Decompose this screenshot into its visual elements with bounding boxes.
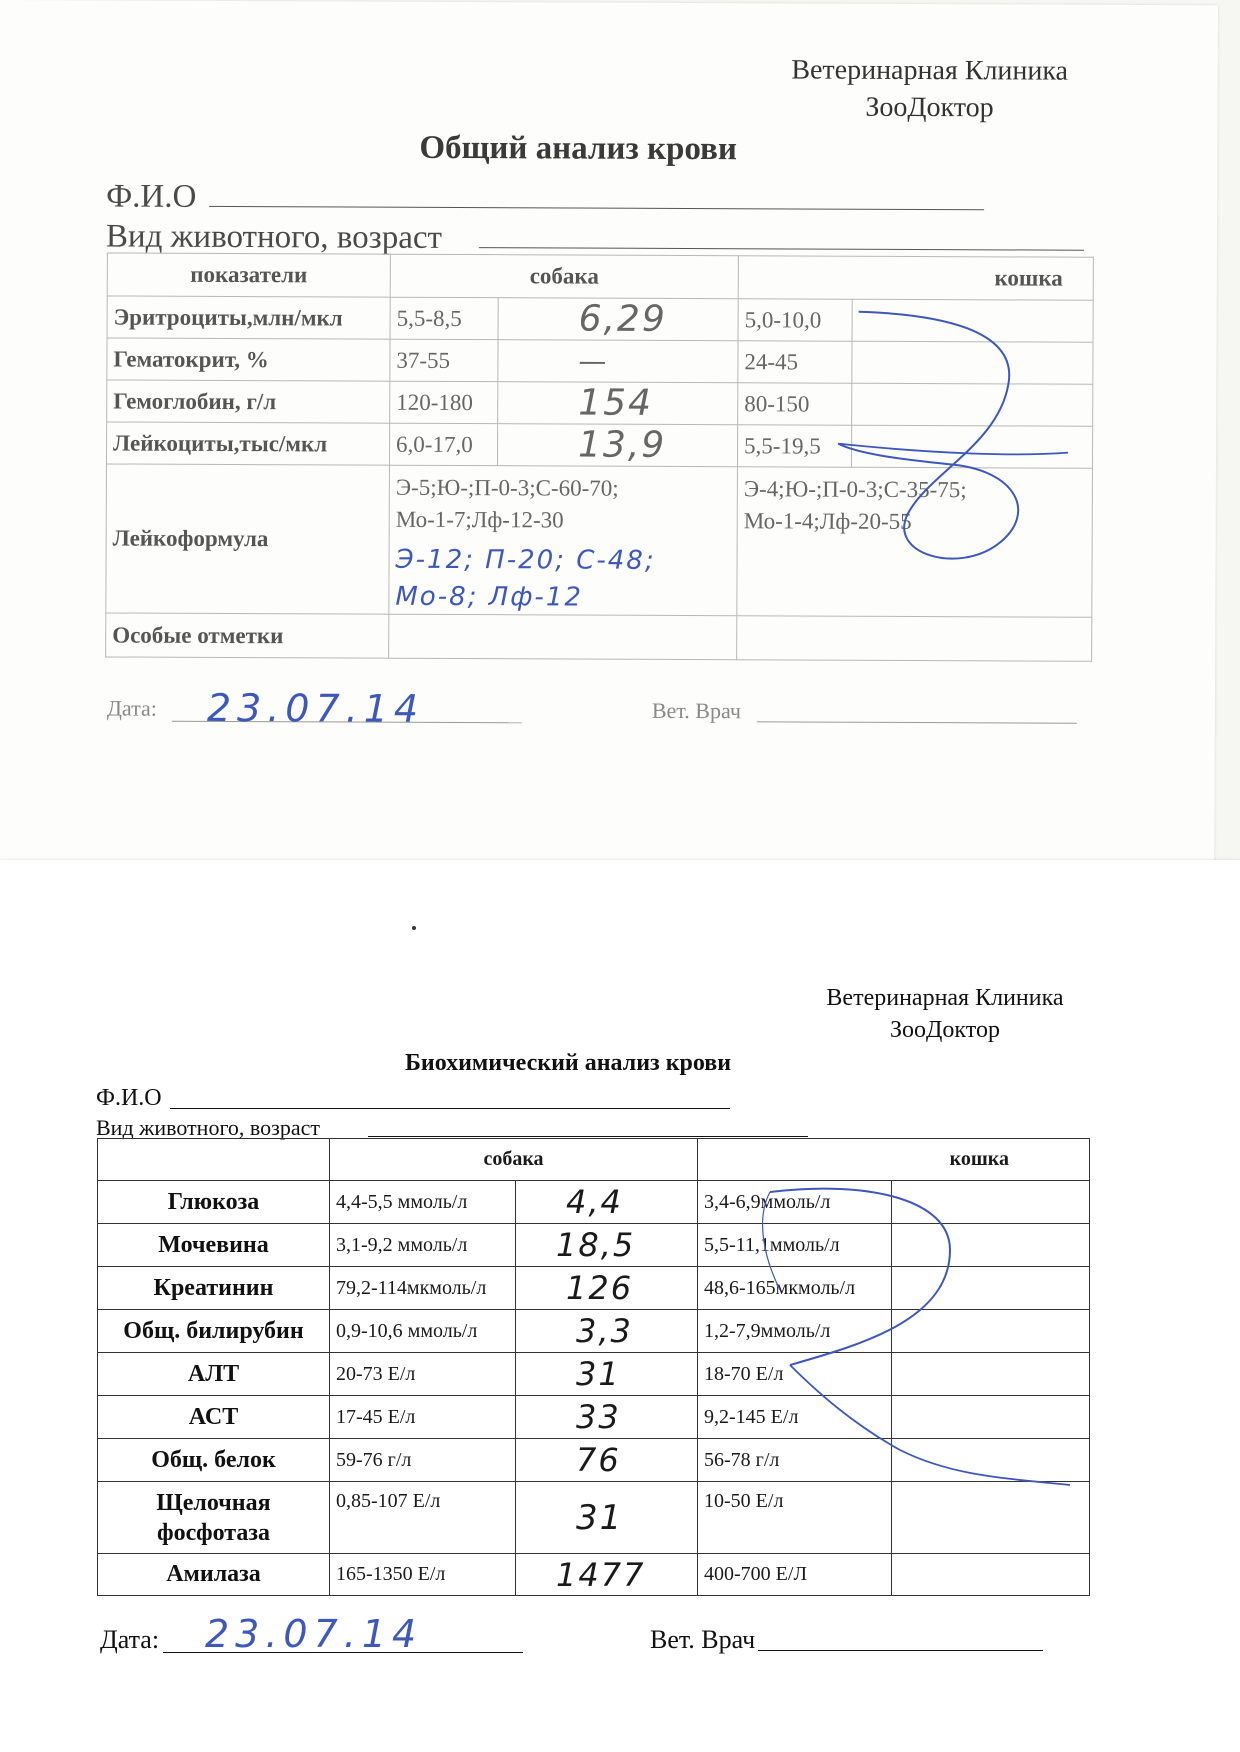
special-notes-dog[interactable] — [389, 614, 737, 660]
special-notes-cat[interactable] — [737, 616, 1092, 662]
ink-dot — [412, 926, 416, 930]
dog-norm: 4,4-5,5 ммоль/л — [330, 1181, 516, 1224]
special-notes-row — [106, 613, 1092, 661]
clinic-name-bottom — [810, 982, 1080, 1046]
dog-value[interactable]: — — [498, 340, 738, 383]
dog-norm: 37-55 — [390, 339, 498, 381]
dog-value-line2[interactable]: Мо-8; Лф-12 — [395, 581, 584, 613]
clinic-line2: ЗооДоктор — [890, 1017, 1000, 1043]
dog-value[interactable]: 1477 — [516, 1554, 698, 1596]
species-age-line[interactable] — [368, 1136, 808, 1137]
row-label: Глюкоза — [98, 1181, 330, 1224]
page-title-biochem: Биохимический анализ крови — [405, 1050, 732, 1076]
date-label: Дата: — [106, 695, 157, 721]
dog-value[interactable]: 3,3 — [516, 1310, 698, 1353]
species-age-line[interactable] — [479, 247, 1084, 251]
row-label: Гематокрит, % — [107, 338, 390, 381]
dog-norm: 0,85-107 Е/л — [330, 1482, 516, 1554]
bottom-form-sheet — [0, 860, 1240, 1752]
clinic-name-top — [759, 51, 1099, 126]
fio-label: Ф.И.О — [106, 178, 197, 215]
cat-norm: 24-45 — [738, 341, 852, 383]
row-label — [98, 1482, 330, 1554]
dog-norm: 6,0-17,0 — [389, 423, 497, 465]
date-value[interactable]: 23.07.14 — [205, 1612, 423, 1656]
cat-norm-line2: Мо-1-4;Лф-20-55 — [743, 508, 912, 534]
row-label: Лейкоформула — [106, 464, 390, 614]
dog-norm: 59-76 г/л — [330, 1439, 516, 1482]
vet-label: Вет. Врач — [651, 697, 741, 724]
dog-value[interactable]: 31 — [516, 1353, 698, 1396]
row-label: Особые отметки — [106, 613, 389, 658]
header-indicators: показатели — [107, 253, 390, 297]
dog-norm: 3,1-9,2 ммоль/л — [330, 1224, 516, 1267]
dog-value[interactable]: 76 — [516, 1439, 698, 1482]
row-label: Мочевина — [98, 1224, 330, 1267]
row-label: Креатинин — [98, 1267, 330, 1310]
cat-norm: 1,2-7,9ммоль/л — [698, 1310, 892, 1353]
cat-norm: 56-78 г/л — [698, 1439, 892, 1482]
dog-value[interactable]: 18,5 — [516, 1224, 698, 1267]
dog-value[interactable]: 33 — [516, 1396, 698, 1439]
vet-signature-line[interactable] — [757, 721, 1077, 723]
cat-norm-line1: Э-4;Ю-;П-0-3;С-35-75; — [743, 476, 967, 503]
fio-line[interactable] — [170, 1108, 730, 1109]
date-label: Дата: — [100, 1625, 160, 1654]
dog-value[interactable]: 4,4 — [516, 1181, 698, 1224]
row-label-line1: Щелочная — [156, 1489, 271, 1516]
row-label: Гемоглобин, г/л — [107, 380, 390, 423]
cat-norm: 5,5-11,1ммоль/л — [698, 1224, 892, 1267]
table-row — [98, 1554, 1090, 1596]
vet-signature-line[interactable] — [758, 1650, 1043, 1651]
header-cat: кошка — [738, 256, 1093, 301]
dog-norm: 165-1350 Е/л — [330, 1554, 516, 1596]
leuko-dog-cell — [389, 465, 738, 616]
cat-value[interactable] — [892, 1554, 1090, 1596]
row-label: Эритроциты,млн/мкл — [107, 296, 390, 339]
row-label: Лейкоциты,тыс/мкл — [106, 422, 389, 465]
top-form-sheet — [0, 0, 1218, 865]
cat-norm: 48,6-165мкмоль/л — [698, 1267, 892, 1310]
dog-norm: 17-45 Е/л — [330, 1396, 516, 1439]
cat-norm: 80-150 — [738, 383, 852, 425]
vet-label: Вет. Врач — [650, 1625, 756, 1654]
date-value[interactable]: 23.07.14 — [206, 685, 425, 731]
dog-norm-line2: Мо-1-7;Лф-12-30 — [395, 506, 564, 533]
cat-norm: 3,4-6,9ммоль/л — [698, 1181, 892, 1224]
clinic-line1: Ветеринарная Клиника — [791, 54, 1069, 87]
row-label: Общ. белок — [98, 1439, 330, 1482]
species-age-label: Вид животного, возраст — [105, 218, 443, 256]
cat-norm: 10-50 Е/л — [698, 1482, 892, 1554]
cat-norm: 9,2-145 Е/л — [698, 1396, 892, 1439]
dog-norm: 0,9-10,6 ммоль/л — [330, 1310, 516, 1353]
fio-line[interactable] — [209, 206, 984, 210]
dog-norm: 5,5-8,5 — [390, 297, 498, 339]
page-title-cbc: Общий анализ крови — [419, 129, 737, 168]
clinic-line1: Ветеринарная Клиника — [826, 985, 1064, 1011]
dog-norm: 79,2-114мкмоль/л — [330, 1267, 516, 1310]
dog-value[interactable]: 6,29 — [498, 298, 738, 341]
dog-value[interactable]: 154 — [498, 382, 738, 425]
row-label: Амилаза — [98, 1554, 330, 1596]
dog-value-line1[interactable]: Э-12; П-20; С-48; — [395, 544, 656, 576]
row-label: АСТ — [98, 1396, 330, 1439]
biochem-header-row — [98, 1139, 1090, 1181]
header-cat: кошка — [698, 1139, 1090, 1181]
row-label: Общ. билирубин — [98, 1310, 330, 1353]
dog-norm: 120-180 — [390, 381, 498, 423]
dog-value[interactable]: 126 — [516, 1267, 698, 1310]
fio-label: Ф.И.О — [96, 1085, 162, 1111]
header-empty — [98, 1139, 330, 1181]
cat-norm: 400-700 Е/Л — [698, 1554, 892, 1596]
row-label-line2: фосфотаза — [157, 1519, 270, 1546]
header-dog: собака — [390, 254, 738, 299]
dog-norm-line1: Э-5;Ю-;П-0-3;С-60-70; — [395, 474, 619, 501]
row-label: АЛТ — [98, 1353, 330, 1396]
dog-value[interactable]: 13,9 — [497, 424, 737, 467]
cat-column-strike-scribble — [760, 1180, 1090, 1500]
header-dog: собака — [330, 1139, 698, 1181]
clinic-line2: ЗооДоктор — [865, 91, 994, 124]
dog-norm: 20-73 Е/л — [330, 1353, 516, 1396]
cat-norm: 5,0-10,0 — [738, 299, 852, 341]
dog-value[interactable]: 31 — [516, 1482, 698, 1554]
species-age-label: Вид животного, возраст — [96, 1115, 320, 1140]
cat-norm: 5,5-19,5 — [737, 425, 851, 467]
cat-column-strike-scribble — [817, 294, 1118, 585]
cat-norm: 18-70 Е/л — [698, 1353, 892, 1396]
